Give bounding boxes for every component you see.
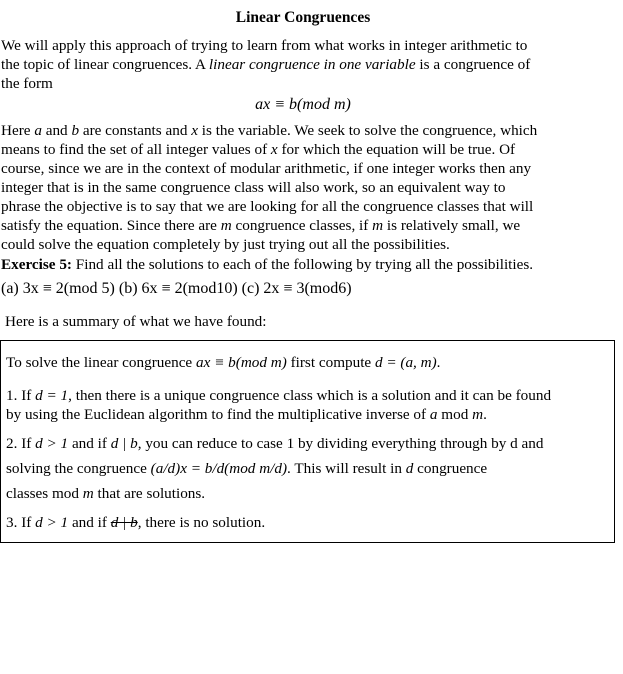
exercise-line: Exercise 5: Find all the solutions to each of the following by trying all the possibilities. — [1, 256, 534, 273]
para-line-1: Here a and b are constants and x is the variable. We seek to solve the congruence, which — [1, 122, 538, 139]
case-2-line-2: solving the congruence (a/d)x = b/d(mod m/d). This will result in d congruence — [6, 460, 488, 477]
summary-intro: Here is a summary of what we have found: — [5, 313, 267, 330]
exercise-items: (a) 3x ≡ 2(mod 5) (b) 6x ≡ 2(mod10) (c) 2x ≡ 3(mod6) — [1, 280, 352, 297]
page-title: Linear Congruences — [235, 9, 371, 26]
summary-line-1: To solve the linear congruence ax ≡ b(mod m) first compute d = (a, m). — [6, 354, 441, 371]
exercise-label: Exercise 5: — [1, 256, 72, 273]
case-1-line-2: by using the Euclidean algorithm to find the multiplicative inverse of a mod m. — [6, 406, 487, 423]
case-1-line-1: 1. If d = 1, then there is a unique congruence class which is a solution and it can be found — [6, 387, 552, 404]
intro-line-1: We will apply this approach of trying to learn from what works in integer arithmetic to — [1, 37, 528, 54]
para-line-2: means to find the set of all integer values of x for which the equation will be true. Of — [1, 141, 516, 158]
para-line-4: integer that is in the same congruence class will also work, so an equivalent way to — [1, 179, 506, 196]
intro-line-3: the form — [1, 75, 53, 92]
para-line-3: course, since we are in the context of modular arithmetic, if one integer works then any — [1, 160, 532, 177]
summary-box — [0, 340, 615, 543]
case-3-line: 3. If d > 1 and if d | b, there is no solution. — [6, 514, 266, 531]
congruence-equation: ax ≡ b(mod m) — [255, 96, 351, 113]
intro-line-2: the topic of linear congruences. A linear congruence in one variable is a congruence of — [1, 56, 531, 73]
case-2-line-1: 2. If d > 1 and if d | b, you can reduce to case 1 by dividing everything through by d and — [6, 435, 544, 452]
para-line-7: could solve the equation completely by just trying out all the possibilities. — [1, 236, 450, 253]
case-2-line-3: classes mod m that are solutions. — [6, 485, 206, 502]
para-line-5: phrase the objective is to say that we are looking for all the congruence classes that will — [1, 198, 534, 215]
para-line-6: satisfy the equation. Since there are m congruence classes, if m is relatively small, we — [1, 217, 521, 234]
